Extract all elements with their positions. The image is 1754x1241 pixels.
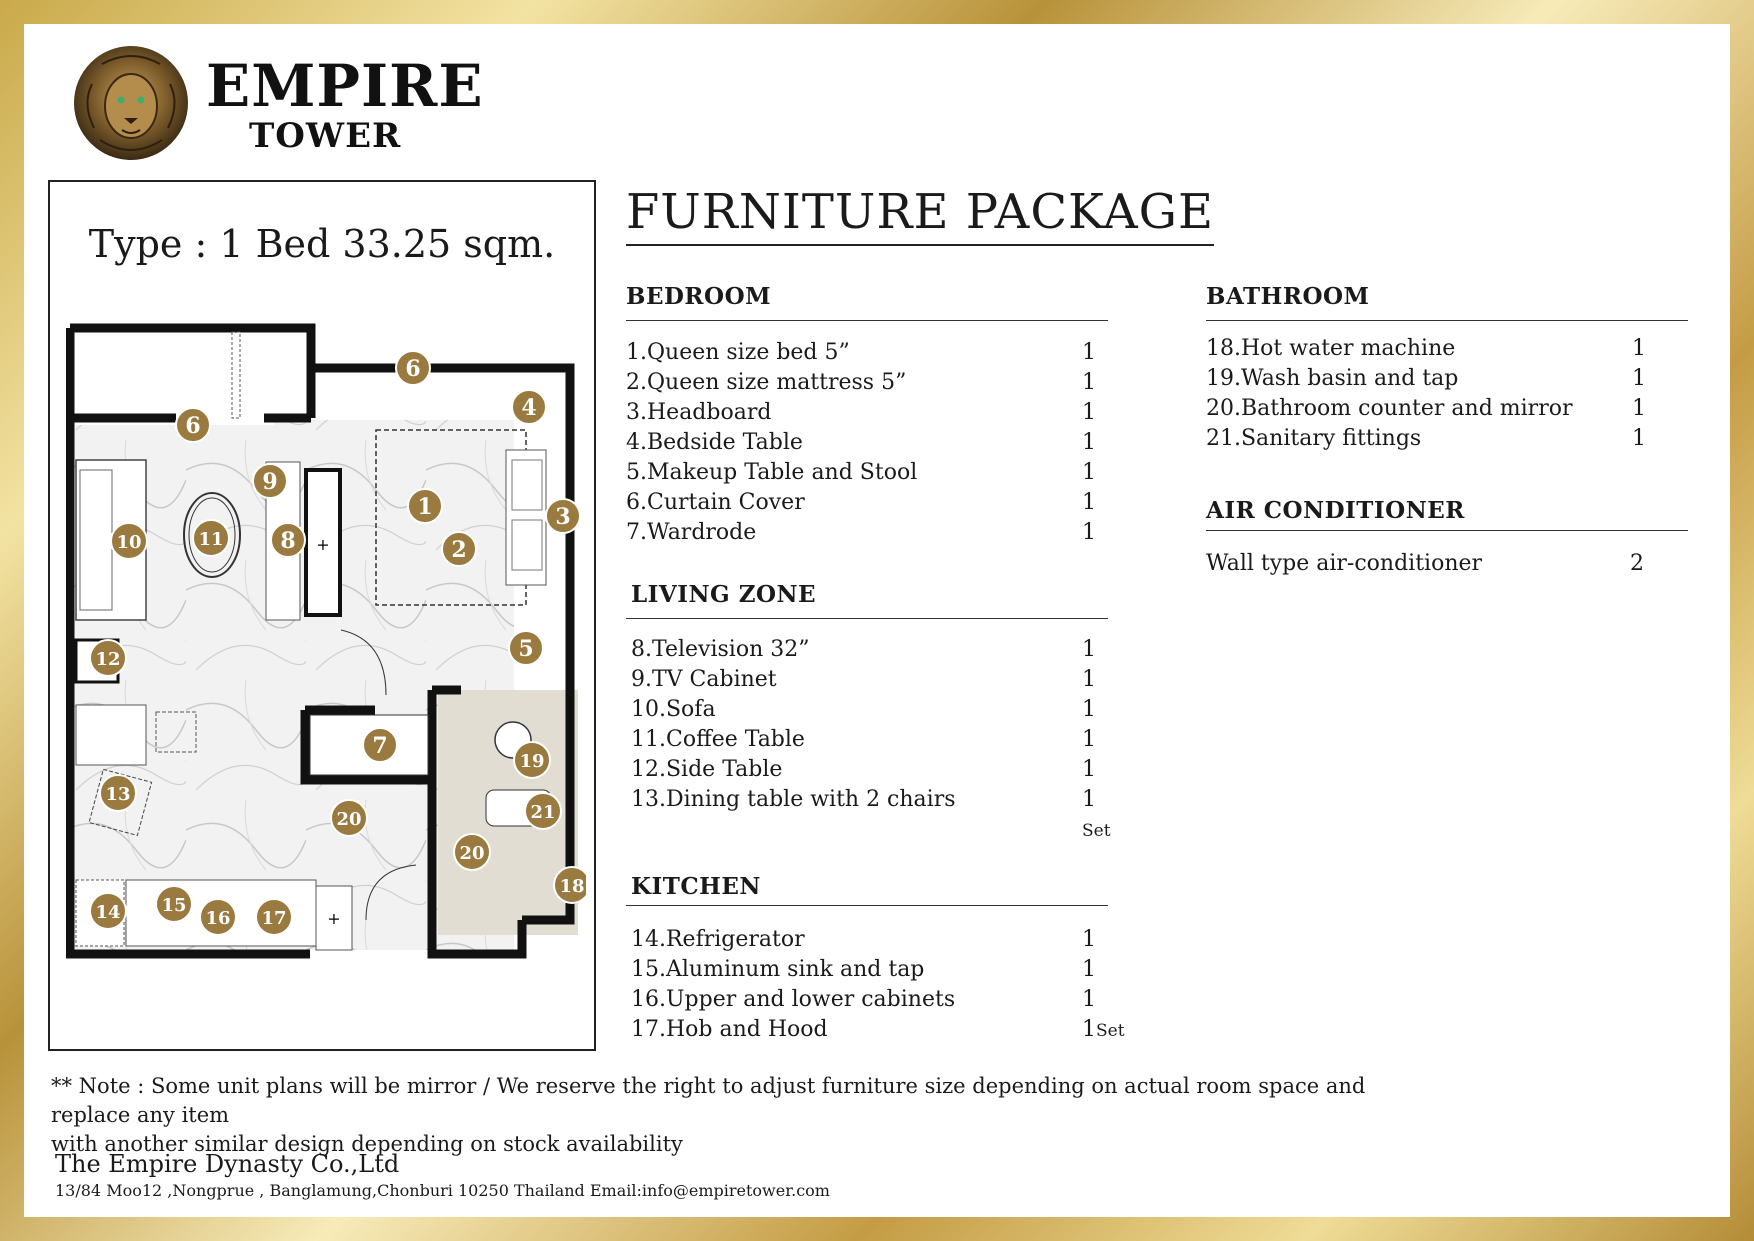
svg-text:3: 3 <box>555 504 571 530</box>
badge-16 <box>200 899 236 935</box>
badge-21 <box>525 793 561 829</box>
company-name: The Empire Dynasty Co.,Ltd <box>55 1150 400 1178</box>
badge-13 <box>100 775 136 811</box>
living-heading: LIVING ZONE <box>631 581 817 608</box>
badge-20b <box>454 834 490 870</box>
bathroom-heading: BATHROOM <box>1206 283 1370 310</box>
living-list <box>631 635 1111 841</box>
badge-4 <box>512 390 546 424</box>
brand-subtitle: TOWER <box>249 116 402 156</box>
svg-text:4: 4 <box>521 395 537 421</box>
svg-text:+: + <box>316 535 330 554</box>
badge-3 <box>546 499 580 533</box>
svg-text:20: 20 <box>336 809 362 830</box>
svg-text:1: 1 <box>417 494 433 520</box>
svg-text:10: 10 <box>116 532 142 553</box>
note-line-2: with another similar design depending on stock availability <box>51 1132 683 1156</box>
badge-19 <box>514 742 550 778</box>
list-item: 10.Sofa 1 <box>631 697 1096 722</box>
svg-text:13: 13 <box>105 784 131 805</box>
list-item: 11.Coffee Table 1 <box>631 727 1096 752</box>
living-rule <box>626 618 1108 619</box>
badge-11 <box>193 520 229 556</box>
svg-text:16: 16 <box>205 908 231 929</box>
svg-text:11: 11 <box>198 529 224 550</box>
list-item: 14.Refrigerator 1 <box>631 927 1096 952</box>
list-item: 20.Bathroom counter and mirror 1 <box>1206 396 1646 421</box>
bedroom-heading: BEDROOM <box>626 283 772 310</box>
badge-1 <box>408 489 442 523</box>
svg-text:21: 21 <box>530 802 556 823</box>
svg-text:8: 8 <box>280 528 296 554</box>
note-line-1: ** Note : Some unit plans will be mirror / We reserve the right to adjust furniture size depending on actual room space and replace any item <box>51 1074 1366 1127</box>
list-item: 4.Bedside Table 1 <box>626 430 1096 455</box>
svg-text:20: 20 <box>459 843 485 864</box>
bathroom-list <box>1206 334 1686 454</box>
list-item: 15.Aluminum sink and tap 1 <box>631 957 1096 982</box>
lion-logo-icon <box>72 44 190 162</box>
badge-2 <box>442 532 476 566</box>
badge-6b <box>176 408 210 442</box>
list-item: Wall type air-conditioner 2 <box>1206 551 1644 576</box>
svg-text:5: 5 <box>518 636 534 662</box>
list-item: 7.Wardrode 1 <box>626 520 1096 545</box>
svg-text:19: 19 <box>519 751 545 772</box>
plan-type-label: Type : 1 Bed 33.25 sqm. <box>88 222 556 266</box>
svg-text:6: 6 <box>405 356 421 382</box>
badge-5 <box>509 631 543 665</box>
badge-17 <box>256 899 292 935</box>
badge-12 <box>90 640 126 676</box>
list-item: 8.Television 32” 1 <box>631 637 1096 662</box>
list-item: 9.TV Cabinet 1 <box>631 667 1096 692</box>
badge-8 <box>271 523 305 557</box>
list-item: 13.Dining table with 2 chairs 1 Set <box>631 787 1111 841</box>
list-item: 12.Side Table 1 <box>631 757 1096 782</box>
note-text <box>51 1072 1451 1159</box>
svg-text:12: 12 <box>95 649 121 670</box>
svg-text:9: 9 <box>262 469 278 495</box>
badge-15 <box>156 886 192 922</box>
list-item: 18.Hot water machine 1 <box>1206 336 1646 361</box>
list-item: 1.Queen size bed 5” 1 <box>626 340 1096 365</box>
aircon-heading: AIR CONDITIONER <box>1206 497 1465 524</box>
package-title: FURNITURE PACKAGE <box>626 184 1214 246</box>
badge-7 <box>363 728 397 762</box>
bedroom-rule <box>626 320 1108 321</box>
bedroom-list <box>626 338 1096 548</box>
svg-text:6: 6 <box>185 413 201 439</box>
list-item: 3.Headboard 1 <box>626 400 1096 425</box>
badge-10 <box>111 523 147 559</box>
list-item: 16.Upper and lower cabinets 1 <box>631 987 1096 1012</box>
list-item: 2.Queen size mattress 5” 1 <box>626 370 1096 395</box>
badge-14 <box>90 893 126 929</box>
svg-text:7: 7 <box>372 733 388 759</box>
list-item: 5.Makeup Table and Stool 1 <box>626 460 1096 485</box>
svg-text:2: 2 <box>451 537 467 563</box>
aircon-rule <box>1206 530 1688 531</box>
badge-18 <box>554 867 586 903</box>
list-item: 6.Curtain Cover 1 <box>626 490 1096 515</box>
plan-badges <box>66 320 586 960</box>
kitchen-list <box>631 925 1125 1045</box>
aircon-list <box>1206 549 1686 579</box>
kitchen-rule <box>626 905 1108 906</box>
brand-name: EMPIRE <box>206 52 484 120</box>
list-item: 17.Hob and Hood 1Set <box>631 1017 1125 1042</box>
badge-20a <box>331 800 367 836</box>
list-item: 21.Sanitary fittings 1 <box>1206 426 1646 451</box>
svg-text:18: 18 <box>559 876 585 897</box>
bathroom-rule <box>1206 320 1688 321</box>
svg-text:15: 15 <box>161 895 187 916</box>
svg-text:14: 14 <box>95 902 121 923</box>
kitchen-heading: KITCHEN <box>631 873 761 900</box>
badge-9 <box>253 464 287 498</box>
badge-6a <box>396 351 430 385</box>
company-address: 13/84 Moo12 ,Nongprue , Banglamung,Chonburi 10250 Thailand Email:info@empiretower.com <box>55 1181 830 1200</box>
svg-text:17: 17 <box>261 908 287 929</box>
list-item: 19.Wash basin and tap 1 <box>1206 366 1646 391</box>
svg-text:+: + <box>327 909 341 928</box>
